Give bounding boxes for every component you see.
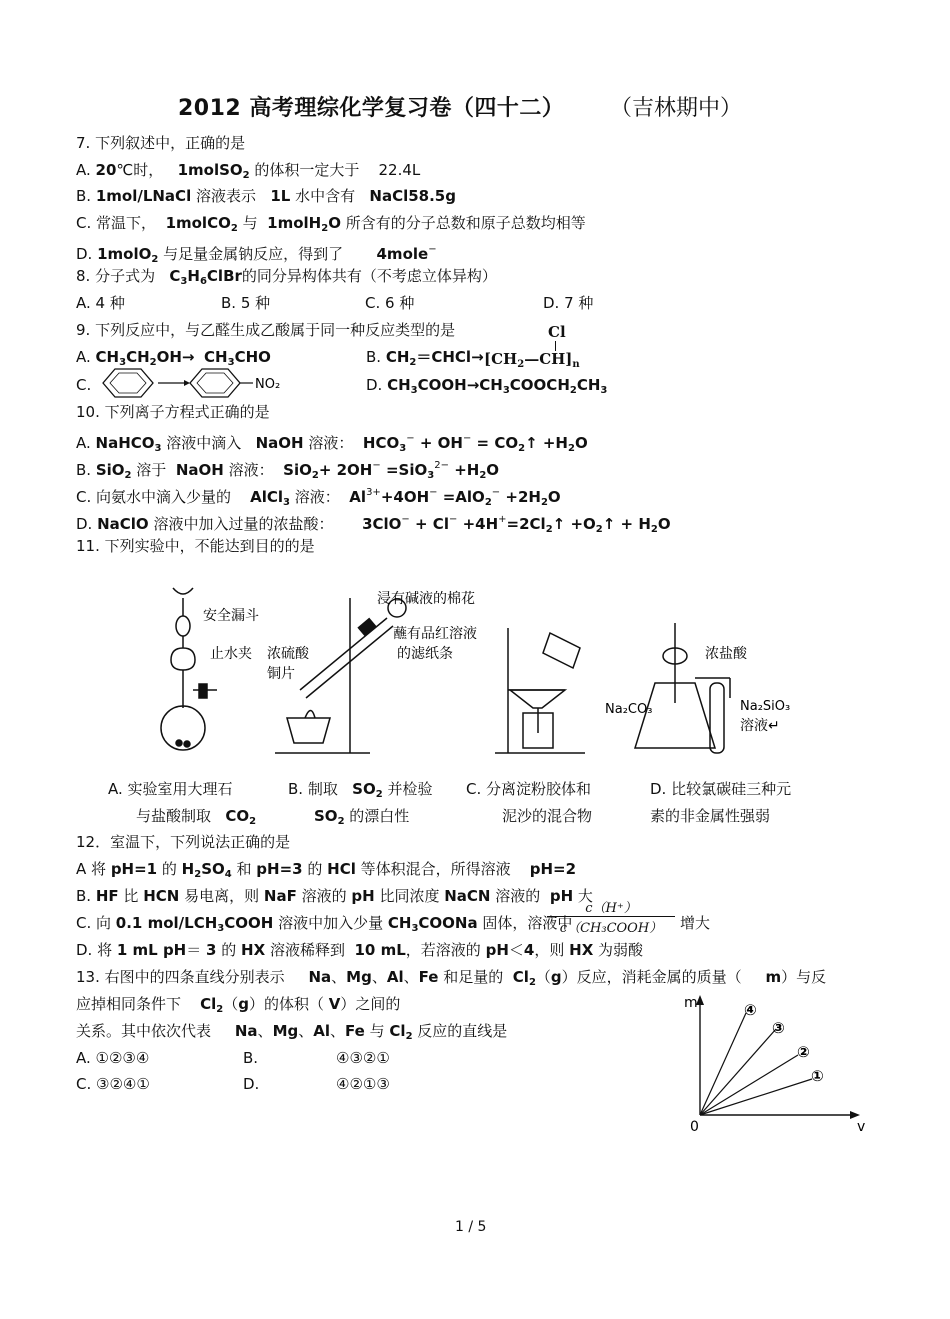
q13-line1: 13. 右图中的四条直线分别表示 Na、Mg、Al、Fe 和足量的 $Cl_2(g)$反应，消耗金属的质量（ m）与反: [76, 968, 827, 988]
q8-option-a: A. 4 种: [76, 294, 125, 312]
q12-option-d: D. 将 1 mL pH＝ 3 的 HX 溶液稀释到 10 mL，若溶液的 pH＜4，则 HX 为弱酸: [76, 941, 644, 959]
concentration-fraction: [547, 897, 675, 936]
q10-option-d: D. NaClO 溶液中加入过量的浓盐酸： $3ClO^- + Cl^- +4H^+=2Cl_2↑$ $+O_2↑ + H_2O$: [76, 514, 671, 535]
safety-funnel-bulb-icon: [176, 616, 190, 636]
line-3: [700, 1029, 776, 1115]
q12-option-c: C. 向 0.1 mol/$LCH_3COOH$ 溶液中加入少量 $CH_3COONa$ 固体，溶液中: [76, 914, 573, 934]
label-na2co3: Na₂CO₃: [605, 702, 653, 717]
label-copper: 铜片: [267, 666, 295, 682]
q11-option-a: A. 实验室用大理石: [108, 780, 233, 798]
alcohol-lamp-icon: [287, 718, 330, 743]
test-tube-icon: [300, 618, 387, 690]
q11-option-d-line2: 素的非金属性强弱: [650, 807, 771, 825]
benzene-inner-ring-icon: [110, 373, 146, 393]
q11-stem: 11. 下列实验中，不能达到目的的是: [76, 537, 315, 555]
title-note: （吉林期中）: [610, 96, 743, 121]
q8-option-d: D. 7 种: [543, 294, 594, 312]
q11-option-c-line2: 泥沙的混合物: [502, 807, 593, 825]
benzene-nitration-diagram: [98, 363, 298, 403]
label-solution: 溶液↵: [740, 718, 780, 734]
line-2-label: ②: [797, 1043, 810, 1061]
test-tube-d-icon: [710, 683, 724, 753]
q7-stem: 7. 下列叙述中，正确的是: [76, 134, 246, 152]
q11-option-d: D. 比较氯碳硅三种元: [650, 780, 792, 798]
page-number: 1 / 5: [455, 1219, 487, 1235]
page-title: 2012 高考理综化学复习卷（四十二）: [178, 96, 565, 121]
arrowhead-icon: [184, 380, 190, 386]
line-3-label: ③: [772, 1019, 785, 1037]
label-clamp: 止水夹: [210, 646, 252, 662]
x-axis-label: v: [857, 1119, 866, 1135]
label-na2sio3: Na₂SiO₃: [740, 699, 791, 714]
q13-line3: 关系。其中依次代表 Na、Mg、Al、Fe 与 $Cl_2$ 反应的直线是: [76, 1022, 508, 1042]
q13-graph: [680, 985, 880, 1135]
q10-option-b: B. SiO$_2$ 溶于 NaOH 溶液： $SiO_2+ 2OH^- =SiO_3^{2-} +H_2O$: [76, 460, 500, 481]
label-paper2: 的滤纸条: [397, 646, 453, 662]
q12-stem: 12．室温下，下列说法正确的是: [76, 833, 291, 851]
q11-option-b: B. 制取 $SO_2$ 并检验: [288, 780, 433, 800]
q8-option-b: B. 5 种: [221, 294, 271, 312]
line-4: [700, 1013, 746, 1115]
q11-option-c: C. 分离淀粉胶体和: [466, 780, 592, 798]
q7-option-a: A. 20℃时， 1molSO$_2$ 的体积一定大于 22.4L: [76, 161, 421, 181]
q13-option-b-value: ④③②①: [336, 1049, 390, 1067]
q12-option-c-tail: 增大: [680, 914, 711, 932]
q7-option-b: B. 1mol/LNaCl 溶液表示 1L 水中含有 NaCl58.5g: [76, 187, 456, 205]
no2-label: NO₂: [255, 377, 281, 392]
apparatus-d: [635, 623, 730, 753]
q13-option-a: A. ①②③④: [76, 1049, 150, 1067]
line-1: [700, 1079, 812, 1115]
q9-option-c: C.: [76, 376, 92, 394]
q11-apparatus-figure: [155, 578, 805, 768]
filter-funnel-icon: [510, 690, 565, 708]
label-hcl: 浓盐酸: [705, 646, 747, 662]
q8-stem: 8. 分子式为 $C_3H_6ClBr$的同分异构体共有（不考虑立体异构）: [76, 267, 497, 287]
q9-option-b: B. $CH_2=CHCl\to$: [366, 348, 484, 368]
q9-option-d: D. $CH_3COOH\to CH_3COOCH_2CH_3$: [366, 376, 608, 396]
q12-option-a: A 将 pH=1 的 $H_2SO_4$ 和 pH=3 的 HCl 等体积混合，所得溶液 pH=2: [76, 860, 577, 880]
q13-option-d: D.: [243, 1075, 260, 1093]
nitrobenzene-inner-ring-icon: [197, 373, 233, 393]
pouring-beaker-icon: [543, 633, 580, 668]
origin-label: 0: [690, 1119, 699, 1135]
q7-option-d: D. 1molO$_2$ 与足量金属钠反应，得到了 4mole−: [76, 244, 437, 265]
round-flask-icon: [161, 706, 205, 750]
line-2: [700, 1055, 798, 1115]
fraction-denominator: c（CH₃COOH）: [547, 916, 675, 936]
x-axis-arrow-icon: [850, 1111, 860, 1119]
apparatus-c: [495, 628, 585, 753]
q10-option-a: A. NaHCO$_3$ 溶液中滴入 NaOH 溶液： $HCO_3^- + OH^-$ = $CO_2↑ +H_2O$: [76, 433, 588, 454]
label-acid: 浓硫酸: [267, 646, 309, 662]
q13-option-c: C. ③②④①: [76, 1075, 150, 1093]
q12-option-b: B. HF 比 HCN 易电离，则 NaF 溶液的 pH 比同浓度 NaCN 溶液的 pH 大: [76, 887, 593, 905]
y-axis-label: m: [684, 995, 698, 1011]
label-safety-funnel: 安全漏斗: [203, 608, 259, 624]
fraction-numerator: c（H⁺）: [585, 901, 637, 916]
q11-option-a-line2: 与盐酸制取 $CO_2$: [136, 807, 257, 827]
label-cotton: 浸有碱液的棉花: [377, 591, 475, 607]
q8-option-c: C. 6 种: [365, 294, 415, 312]
q11-option-b-line2: $SO_2$ 的漂白性: [314, 807, 410, 827]
q10-stem: 10. 下列离子方程式正确的是: [76, 403, 270, 421]
polymer-structure: Cl $[CH_2—CH]_n$: [484, 323, 580, 370]
q9-option-a: A. $CH_3CH_2OH\to CH_3CHO$: [76, 348, 271, 368]
q9-stem: 9. 下列反应中，与乙醛生成乙酸属于同一种反应类型的是: [76, 321, 456, 339]
q13-line2: 应掉相同条件下 $Cl_2(g)$的体积（ V）之间的: [76, 995, 401, 1015]
q13-option-d-value: ④②①③: [336, 1075, 390, 1093]
polymer-chain: $[CH_2—CH]_n$: [484, 350, 580, 370]
q7-option-c: C. 常温下， 1molCO$_2$ 与 1molH$_2$O 所含有的分子总数和原子总数均相等: [76, 214, 586, 234]
label-paper: 蘸有品红溶液: [393, 626, 477, 642]
safety-funnel-top-icon: [173, 588, 193, 594]
q13-option-b: B.: [243, 1049, 259, 1067]
line-4-label: ④: [744, 1001, 757, 1019]
line-1-label: ①: [811, 1067, 824, 1085]
q10-option-c: C. 向氨水中滴入少量的 AlCl$_3$ 溶液： $Al^{3+}+4OH^- =AlO_2^- +2H_2O$: [76, 487, 561, 508]
